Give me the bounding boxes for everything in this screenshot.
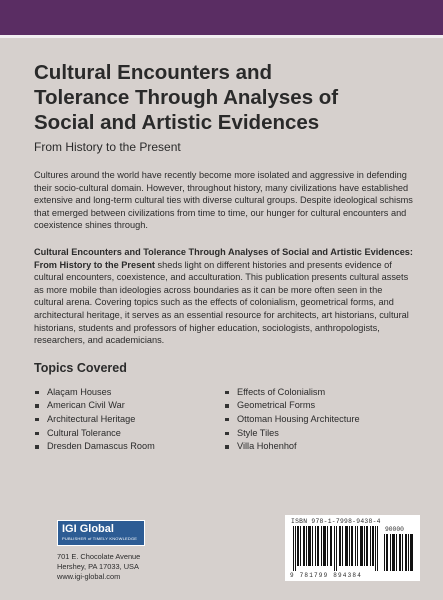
topics-list: [34, 386, 414, 454]
bullet-icon: [35, 418, 39, 422]
description-text: sheds light on different histories and presents evidence of cultural encounters, coexistence, and acculturation. This publication presents cultural assets as more mobile than ideologies across boundaries as it can be more often seen in the cultural arena. Covering topics such as the effects of colonialism, geometrical forms, and architectural heritage, it serves as an essential resource for architects, art historians, cultural historians, students and professors of higher education, sociologists, anthropologists, researchers, and academicians.: [34, 259, 409, 346]
topics-heading: Topics Covered: [34, 360, 127, 375]
price-barcode-bars: [384, 534, 414, 571]
address-line: Hershey, PA 17033, USA: [57, 562, 139, 571]
bullet-icon: [35, 391, 39, 395]
top-color-band: [0, 0, 443, 35]
title-line: Tolerance Through Analyses of: [34, 86, 339, 109]
back-cover-content: [34, 60, 414, 454]
logo-text: IGI Global: [62, 523, 114, 535]
bullet-icon: [35, 445, 39, 449]
topic-item: [34, 427, 224, 441]
bullet-icon: [225, 445, 229, 449]
topic-label: Ottoman Housing Architecture: [237, 413, 360, 424]
logo-tagline: PUBLISHER of TIMELY KNOWLEDGE: [62, 536, 138, 541]
address-line: 701 E. Chocolate Avenue: [57, 552, 141, 561]
bullet-icon: [225, 404, 229, 408]
topic-item: [34, 386, 224, 400]
topic-item: [224, 427, 414, 441]
topic-label: Geometrical Forms: [237, 400, 316, 411]
book-subtitle: From History to the Present: [34, 140, 181, 154]
barcode-digits: 9 781799 894384: [290, 572, 363, 579]
topics-column-left: [34, 386, 224, 454]
bullet-icon: [225, 418, 229, 422]
topic-label: Style Tiles: [237, 427, 279, 438]
topic-item: [34, 440, 224, 454]
igi-global-logo: [57, 520, 145, 546]
topic-item: [224, 440, 414, 454]
title-line: Social and Artistic Evidences: [34, 111, 320, 134]
topics-column-right: [224, 386, 414, 454]
address-line: www.igi-global.com: [57, 572, 121, 581]
topic-item: [224, 413, 414, 427]
bullet-icon: [225, 391, 229, 395]
description-paragraph-2: [34, 246, 414, 347]
topic-item: [224, 399, 414, 413]
topic-item: [34, 413, 224, 427]
top-divider-line: [0, 35, 443, 38]
topic-label: American Civil War: [47, 400, 125, 411]
topic-label: Villa Hohenhof: [237, 441, 297, 452]
topic-label: Architectural Heritage: [47, 413, 136, 424]
price-code: 90000: [385, 526, 404, 533]
topic-item: [34, 399, 224, 413]
isbn-label: ISBN 978-1-7998-9438-4: [291, 518, 381, 525]
topic-label: Effects of Colonialism: [237, 386, 326, 397]
topic-label: Alaçam Houses: [47, 386, 112, 397]
description-bold-title: Cultural Encounters and Tolerance Through Analyses of Social and Artistic Evidences: From History to the Present: [34, 246, 413, 270]
book-title: [34, 60, 414, 135]
bullet-icon: [35, 404, 39, 408]
publisher-footer: [57, 520, 145, 582]
bullet-icon: [35, 432, 39, 436]
barcode-bars: [293, 526, 379, 571]
isbn-barcode: [285, 515, 420, 581]
title-line: Cultural Encounters and: [34, 61, 273, 84]
topic-label: Cultural Tolerance: [47, 427, 121, 438]
topic-label: Dresden Damascus Room: [47, 441, 155, 452]
publisher-address: [57, 552, 145, 582]
bullet-icon: [225, 432, 229, 436]
description-paragraph-1: Cultures around the world have recently become more isolated and aggressive in defending their socio-cultural domain. However, throughout history, many civilizations have established extensive and long-term cultural ties with diverse cultural groups. Despite ideological schisms that emerged between civilizations from time to time, our hunger for cultural encounters and coexistence shines through.: [34, 170, 413, 231]
topic-item: [224, 386, 414, 400]
